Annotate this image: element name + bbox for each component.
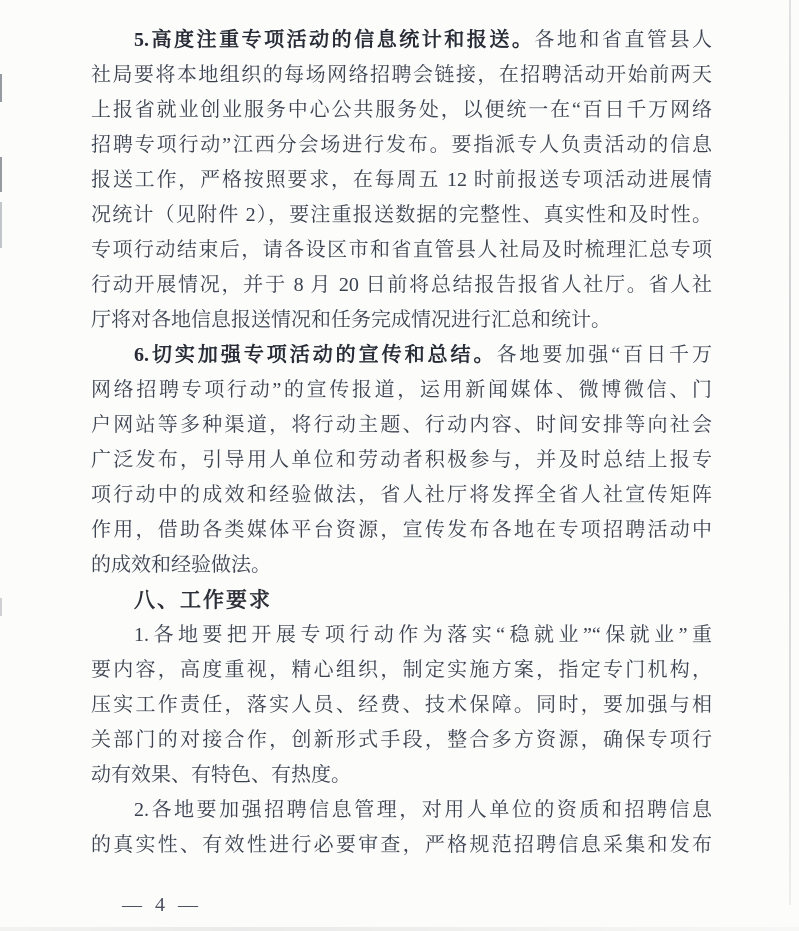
line-text: 各地和省直管县人	[534, 29, 712, 51]
heading-text: 八、工作要求	[134, 589, 272, 612]
text-line	[91, 618, 712, 653]
line-text: 上报省就业创业服务中心公共服务处，以便统一在“百日千万网络	[91, 99, 712, 121]
text-line	[91, 478, 712, 513]
text-line	[91, 233, 712, 268]
text-line	[91, 198, 712, 233]
scan-artifact-left-mark	[0, 598, 2, 616]
text-line	[91, 408, 712, 443]
line-text: 专项行动结束后，请各设区市和省直管县人社局及时梳理汇总专项	[91, 239, 712, 261]
line-text: 厅将对各地信息报送情况和任务完成情况进行汇总和统计。	[91, 309, 611, 331]
text-line	[91, 513, 712, 548]
text-line	[91, 58, 712, 93]
line-text: 动有效果、有特色、有热度。	[91, 764, 351, 786]
line-text: 况统计（见附件 2），要注重报送数据的完整性、真实性和及时性。	[91, 204, 712, 226]
paragraph-5-bold-lede: 5.高度注重专项活动的信息统计和报送。	[134, 29, 535, 51]
line-text: 要内容，高度重视，精心组织，制定实施方案，指定专门机构，	[91, 659, 712, 681]
text-line	[91, 723, 712, 758]
scan-artifact-bottom-smudge	[0, 927, 799, 931]
line-text: 2.各地要加强招聘信息管理，对用人单位的资质和招聘信息	[134, 799, 712, 821]
page-number: — 4 —	[122, 894, 202, 916]
scan-artifact-left-mark	[0, 202, 2, 248]
text-line	[91, 373, 712, 408]
text-line	[91, 303, 712, 338]
text-line	[91, 828, 712, 863]
line-text: 各地要加强“百日千万	[496, 344, 712, 366]
line-text: 广泛发布，引导用人单位和劳动者积极参与，并及时总结上报专	[91, 449, 712, 471]
line-text: 作用，借助各类媒体平台资源，宣传发布各地在专项招聘活动中	[91, 519, 712, 541]
text-line	[91, 93, 712, 128]
line-text: 的成效和经验做法。	[91, 554, 271, 576]
line-text: 项行动中的成效和经验做法，省人社厅将发挥全省人社宣传矩阵	[91, 484, 712, 506]
paragraph-6-bold-lede: 6.切实加强专项活动的宣传和总结。	[134, 344, 497, 366]
line-text: 行动开展情况，并于 8 月 20 日前将总结报告报省人社厅。省人社	[91, 274, 712, 296]
line-text: 的真实性、有效性进行必要审查，严格规范招聘信息采集和发布	[91, 834, 712, 856]
text-line	[91, 443, 712, 478]
line-text: 压实工作责任，落实人员、经费、技术保障。同时，要加强与相	[91, 694, 712, 716]
line-text: 关部门的对接合作，创新形式手段，整合多方资源，确保专项行	[91, 729, 712, 751]
text-line	[91, 128, 712, 163]
section-heading-work-requirements	[91, 583, 712, 618]
text-line	[91, 793, 712, 828]
text-line	[91, 163, 712, 198]
line-text: 户网站等多种渠道，将行动主题、行动内容、时间安排等向社会	[91, 414, 712, 436]
line-text: 网络招聘专项行动”的宣传报道，运用新闻媒体、微博微信、门	[91, 379, 712, 401]
scan-artifact-right-line	[789, 0, 791, 905]
text-line	[91, 758, 712, 793]
line-text: 报送工作，严格按照要求，在每周五 12 时前报送专项活动进展情	[91, 169, 712, 191]
text-line	[91, 548, 712, 583]
line-text: 1.各地要把开展专项行动作为落实“稳就业”“保就业”重	[134, 624, 712, 646]
text-line	[91, 653, 712, 688]
line-text: 社局要将本地组织的每场网络招聘会链接，在招聘活动开始前两天	[91, 64, 712, 86]
scan-artifact-left-mark	[0, 157, 2, 192]
text-line	[91, 338, 712, 373]
line-text: 招聘专项行动”江西分会场进行发布。要指派专人负责活动的信息	[91, 134, 712, 156]
text-line	[91, 688, 712, 723]
document-text-block	[91, 23, 712, 863]
text-line	[91, 268, 712, 303]
scan-artifact-left-mark	[0, 74, 2, 102]
text-line	[91, 23, 712, 58]
